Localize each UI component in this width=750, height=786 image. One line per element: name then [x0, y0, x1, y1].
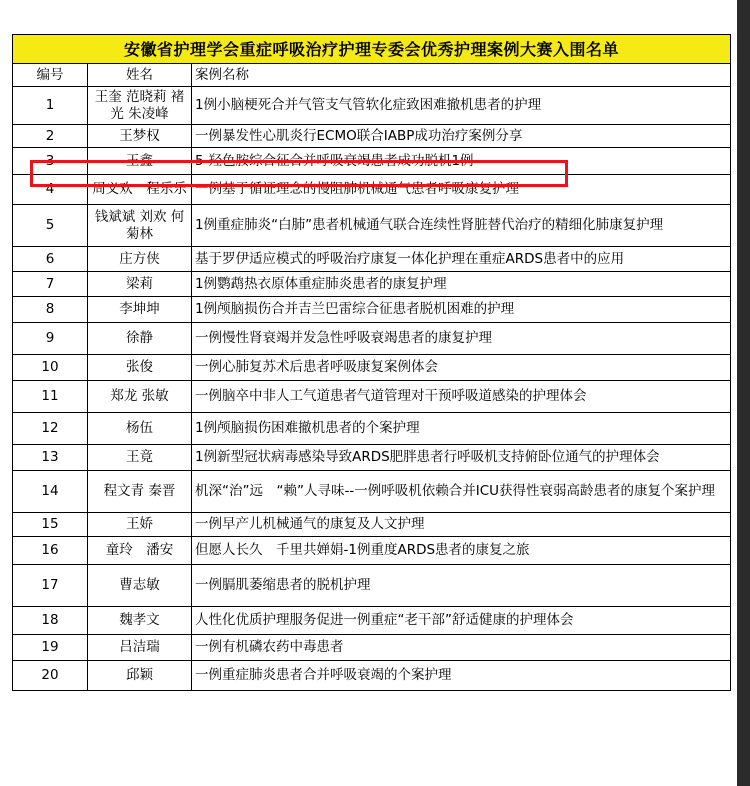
table-row: [13, 297, 731, 323]
row-name: 徐静: [88, 323, 192, 355]
table-row: [13, 272, 731, 297]
row-number: 12: [13, 413, 88, 445]
row-name: 王奎 范晓莉 褚光 朱凌峰: [88, 87, 192, 125]
row-case-title: 1例鹦鹉热衣原体重症肺炎患者的康复护理: [192, 272, 731, 297]
table-row: [13, 125, 731, 148]
row-number: 6: [13, 247, 88, 272]
row-number: 11: [13, 381, 88, 413]
row-name: 郑龙 张敏: [88, 381, 192, 413]
header-case: 案例名称: [192, 64, 731, 87]
row-name: 曹志敏: [88, 565, 192, 607]
row-case-title: 一例慢性肾衰竭并发急性呼吸衰竭患者的康复护理: [192, 323, 731, 355]
header-no: 编号: [13, 64, 88, 87]
row-case-title: 机深“治”远 “赖”人寻味--一例呼吸机依赖合并ICU获得性衰弱高龄患者的康复个案护理: [192, 471, 731, 513]
row-case-title: 5-羟色胺综合征合并呼吸衰竭患者成功脱机1例: [192, 148, 731, 175]
row-name: 王竟: [88, 445, 192, 471]
row-number: 5: [13, 205, 88, 247]
row-case-title: 人性化优质护理服务促进一例重症“老干部”舒适健康的护理体会: [192, 607, 731, 635]
row-case-title: 一例心肺复苏术后患者呼吸康复案例体会: [192, 355, 731, 381]
table-row: [13, 205, 731, 247]
row-case-title: 一例重症肺炎患者合并呼吸衰竭的个案护理: [192, 661, 731, 691]
row-name: 王梦权: [88, 125, 192, 148]
table-row: [13, 87, 731, 125]
row-case-title: 一例膈肌萎缩患者的脱机护理: [192, 565, 731, 607]
row-name: 王鑫: [88, 148, 192, 175]
row-name: 庄方侠: [88, 247, 192, 272]
table-row: [13, 413, 731, 445]
row-case-title: 一例暴发性心肌炎行ECMO联合IABP成功治疗案例分享: [192, 125, 731, 148]
header-name: 姓名: [88, 64, 192, 87]
row-number: 15: [13, 513, 88, 537]
row-name: 张俊: [88, 355, 192, 381]
row-case-title: 基于罗伊适应模式的呼吸治疗康复一体化护理在重症ARDS患者中的应用: [192, 247, 731, 272]
row-number: 10: [13, 355, 88, 381]
document-title: 安徽省护理学会重症呼吸治疗护理专委会优秀护理案例大赛入围名单: [13, 35, 731, 64]
row-case-title: 1例小脑梗死合并气管支气管软化症致困难撤机患者的护理: [192, 87, 731, 125]
row-number: 1: [13, 87, 88, 125]
row-name: 邱颖: [88, 661, 192, 691]
row-case-title: 但愿人长久 千里共婵娟-1例重度ARDS患者的康复之旅: [192, 537, 731, 565]
row-case-title: 一例早产儿机械通气的康复及人文护理: [192, 513, 731, 537]
row-case-title: 1例重症肺炎“白肺”患者机械通气联合连续性肾脏替代治疗的精细化肺康复护理: [192, 205, 731, 247]
row-name: 杨伍: [88, 413, 192, 445]
row-number: 17: [13, 565, 88, 607]
row-case-title: 一例有机磷农药中毒患者: [192, 635, 731, 661]
row-name: 王娇: [88, 513, 192, 537]
table-row: [13, 513, 731, 537]
row-name: 童玲 潘安: [88, 537, 192, 565]
table-row: [13, 381, 731, 413]
table-row: [13, 635, 731, 661]
row-name: 魏孝文: [88, 607, 192, 635]
row-number: 14: [13, 471, 88, 513]
row-number: 2: [13, 125, 88, 148]
row-name: 钱斌斌 刘欢 何菊林: [88, 205, 192, 247]
row-name: 李坤坤: [88, 297, 192, 323]
row-number: 13: [13, 445, 88, 471]
row-number: 18: [13, 607, 88, 635]
row-case-title: 一例基于循证理念的慢阻肺机械通气患者呼吸康复护理: [192, 175, 731, 205]
row-name: 吕洁瑞: [88, 635, 192, 661]
row-case-title: 1例颅脑损伤合并吉兰巴雷综合征患者脱机困难的护理: [192, 297, 731, 323]
table-row: [13, 175, 731, 205]
row-number: 3: [13, 148, 88, 175]
table-row: [13, 323, 731, 355]
row-number: 8: [13, 297, 88, 323]
row-number: 7: [13, 272, 88, 297]
table-row: [13, 661, 731, 691]
row-case-title: 1例颅脑损伤困难撤机患者的个案护理: [192, 413, 731, 445]
table-row: [13, 471, 731, 513]
row-number: 19: [13, 635, 88, 661]
row-case-title: 1例新型冠状病毒感染导致ARDS肥胖患者行呼吸机支持俯卧位通气的护理体会: [192, 445, 731, 471]
table-row: [13, 607, 731, 635]
table-row: [13, 565, 731, 607]
row-name: 周义欢 程乐乐: [88, 175, 192, 205]
scrollbar-edge: [737, 0, 750, 786]
header-row: [13, 64, 731, 87]
row-number: 9: [13, 323, 88, 355]
table-row: [13, 247, 731, 272]
row-name: 梁莉: [88, 272, 192, 297]
row-number: 4: [13, 175, 88, 205]
row-number: 16: [13, 537, 88, 565]
table-row: [13, 445, 731, 471]
row-name: 程文青 秦晋: [88, 471, 192, 513]
table-row: [13, 537, 731, 565]
roster-table: [12, 34, 731, 691]
row-number: 20: [13, 661, 88, 691]
title-row: [13, 35, 731, 64]
table-row: [13, 148, 731, 175]
table-row: [13, 355, 731, 381]
row-case-title: 一例脑卒中非人工气道患者气道管理对干预呼吸道感染的护理体会: [192, 381, 731, 413]
